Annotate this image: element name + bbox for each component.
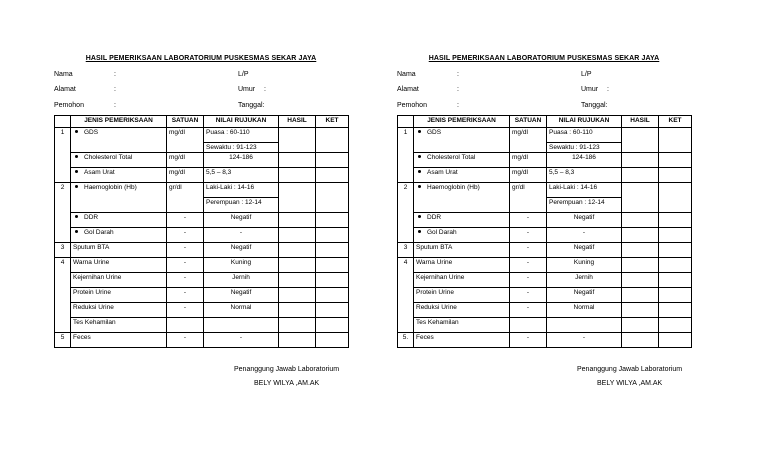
reference: Sewaktu : 91-123	[547, 143, 622, 153]
tanggal-label: Tanggal:	[238, 102, 265, 109]
ket-cell[interactable]	[659, 183, 692, 213]
ket-cell[interactable]	[659, 128, 692, 153]
exam-name: Tes Kehamilan	[71, 318, 167, 333]
umur-label: Umur	[581, 86, 599, 93]
table-row	[398, 128, 692, 143]
table-row	[398, 303, 692, 318]
exam-name: Reduksi Urine	[71, 303, 167, 318]
reference: Jernih	[547, 273, 622, 288]
reference: 124-186	[204, 153, 279, 168]
row-number	[398, 318, 414, 333]
unit: mg/dl	[167, 168, 204, 183]
ket-header: KET	[316, 116, 349, 128]
row-number: 2	[398, 183, 414, 213]
exam-name: Haemoglobin (Hb)	[71, 183, 167, 213]
colon: :	[607, 86, 609, 93]
nama-label: Nama	[397, 71, 416, 78]
hasil-cell[interactable]	[279, 168, 316, 183]
no-header	[55, 116, 71, 128]
table-row	[398, 228, 692, 243]
unit: gr/dl	[510, 183, 547, 213]
exam-name: Feces	[71, 333, 167, 348]
unit: mg/dl	[167, 128, 204, 153]
table-row	[55, 333, 349, 348]
ket-cell[interactable]	[316, 303, 349, 318]
unit: -	[510, 228, 547, 243]
lab-form-left	[54, 0, 354, 466]
reference: 5,5 – 8,3	[204, 168, 279, 183]
exam-name: GDS	[414, 128, 510, 153]
reference: Kuning	[204, 258, 279, 273]
exam-name: Cholesterol Total	[71, 153, 167, 168]
hasil-cell[interactable]	[279, 318, 316, 333]
unit: -	[167, 333, 204, 348]
row-number	[55, 303, 71, 318]
reference: Laki-Laki : 14-16	[204, 183, 279, 198]
exam-name: GDS	[71, 128, 167, 153]
ket-cell[interactable]	[316, 333, 349, 348]
exam-name: Gol Darah	[71, 228, 167, 243]
ket-header: KET	[659, 116, 692, 128]
reference	[204, 318, 279, 333]
colon: :	[114, 71, 116, 78]
exam-name: DDR	[414, 213, 510, 228]
satuan-header: SATUAN	[510, 116, 547, 128]
row-number	[398, 288, 414, 303]
reference: Normal	[547, 303, 622, 318]
ket-cell[interactable]	[659, 168, 692, 183]
table-row	[398, 318, 692, 333]
exam-name: Reduksi Urine	[414, 303, 510, 318]
ket-cell[interactable]	[316, 243, 349, 258]
ket-cell[interactable]	[316, 128, 349, 153]
exam-name: DDR	[71, 213, 167, 228]
hasil-cell[interactable]	[279, 183, 316, 213]
responsible-name: BELY WILYA ,AM.AK	[254, 380, 320, 387]
colon: :	[264, 86, 266, 93]
hasil-cell[interactable]	[279, 333, 316, 348]
ket-cell[interactable]	[316, 228, 349, 243]
row-number: 2	[55, 183, 71, 213]
exam-name: Gol Darah	[414, 228, 510, 243]
row-number: 1	[55, 128, 71, 168]
satuan-header: SATUAN	[167, 116, 204, 128]
table-row	[398, 168, 692, 183]
unit: -	[510, 333, 547, 348]
exam-name: Asam Urat	[71, 168, 167, 183]
hasil-cell[interactable]	[622, 168, 659, 183]
colon: :	[114, 102, 116, 109]
jenis-header: JENIS PEMERIKSAAN	[414, 116, 510, 128]
hasil-cell[interactable]	[622, 243, 659, 258]
unit: -	[167, 273, 204, 288]
pemohon-label: Pemohon	[397, 102, 427, 109]
bullet-icon	[418, 185, 421, 188]
bullet-icon	[75, 185, 78, 188]
unit: -	[167, 228, 204, 243]
table-row	[55, 243, 349, 258]
hasil-cell[interactable]	[622, 153, 659, 168]
row-number: 3	[55, 243, 71, 258]
reference: Laki-Laki : 14-16	[547, 183, 622, 198]
row-number: 4	[398, 258, 414, 273]
alamat-label: Alamat	[397, 86, 419, 93]
exam-name: Tes Kehamilan	[414, 318, 510, 333]
lp-label: L/P	[581, 71, 592, 78]
unit: mg/dl	[167, 153, 204, 168]
reference: Negatif	[547, 288, 622, 303]
hasil-cell[interactable]	[279, 303, 316, 318]
ket-cell[interactable]	[316, 183, 349, 213]
reference: Sewaktu : 91-123	[204, 143, 279, 153]
reference: Perempuan : 12-14	[204, 198, 279, 213]
unit: -	[510, 288, 547, 303]
reference: -	[204, 228, 279, 243]
row-number	[55, 318, 71, 333]
ket-cell[interactable]	[659, 213, 692, 228]
table-row	[55, 168, 349, 183]
ket-cell[interactable]	[316, 213, 349, 228]
unit: -	[510, 273, 547, 288]
ket-cell[interactable]	[659, 333, 692, 348]
bullet-icon	[418, 230, 421, 233]
responsible-name: BELY WILYA ,AM.AK	[597, 380, 663, 387]
nilai-header: NILAI RUJUKAN	[204, 116, 279, 128]
ket-cell[interactable]	[316, 168, 349, 183]
hasil-cell[interactable]	[622, 288, 659, 303]
hasil-cell[interactable]	[622, 333, 659, 348]
bullet-icon	[75, 170, 78, 173]
exam-name: Warna Urine	[71, 258, 167, 273]
exam-name: Warna Urine	[414, 258, 510, 273]
unit: -	[167, 258, 204, 273]
row-number	[398, 168, 414, 183]
exam-name: Sputum BTA	[414, 243, 510, 258]
hasil-cell[interactable]	[622, 318, 659, 333]
reference: -	[204, 333, 279, 348]
nama-label: Nama	[54, 71, 73, 78]
table-row	[55, 258, 349, 273]
hasil-cell[interactable]	[622, 213, 659, 228]
hasil-cell[interactable]	[279, 228, 316, 243]
exam-name: Haemoglobin (Hb)	[414, 183, 510, 213]
row-number: 5	[55, 333, 71, 348]
unit: -	[510, 213, 547, 228]
table-row	[398, 333, 692, 348]
reference: Jernih	[204, 273, 279, 288]
row-number: 4	[55, 258, 71, 273]
unit	[510, 318, 547, 333]
table-header	[55, 116, 349, 128]
table-header	[398, 116, 692, 128]
unit: mg/dl	[510, 168, 547, 183]
no-header	[398, 116, 414, 128]
table-row	[55, 153, 349, 168]
exam-name: Cholesterol Total	[414, 153, 510, 168]
row-number	[398, 213, 414, 228]
reference: -	[547, 228, 622, 243]
table-row	[398, 288, 692, 303]
hasil-cell[interactable]	[279, 128, 316, 153]
ket-cell[interactable]	[316, 288, 349, 303]
unit: -	[167, 243, 204, 258]
colon: :	[457, 71, 459, 78]
ket-cell[interactable]	[659, 228, 692, 243]
reference: -	[547, 333, 622, 348]
ket-cell[interactable]	[316, 258, 349, 273]
row-number	[55, 228, 71, 243]
responsible-label: Penanggung Jawab Laboratorium	[577, 366, 683, 373]
row-number	[55, 288, 71, 303]
lab-form-right	[397, 0, 697, 466]
exam-name: Protein Urine	[414, 288, 510, 303]
table-row	[398, 183, 692, 198]
pemohon-label: Pemohon	[54, 102, 84, 109]
unit	[167, 318, 204, 333]
table-row	[55, 213, 349, 228]
hasil-cell[interactable]	[279, 273, 316, 288]
row-number	[55, 168, 71, 183]
bullet-icon	[418, 155, 421, 158]
reference: Negatif	[547, 213, 622, 228]
exam-name: Protein Urine	[71, 288, 167, 303]
form-title: HASIL PEMERIKSAAN LABORATORIUM PUSKESMAS SEKAR JAYA	[428, 55, 660, 62]
table-row	[55, 273, 349, 288]
hasil-cell[interactable]	[622, 303, 659, 318]
reference: Negatif	[547, 243, 622, 258]
table-row	[398, 243, 692, 258]
responsible-label: Penanggung Jawab Laboratorium	[234, 366, 340, 373]
bullet-icon	[418, 130, 421, 133]
ket-cell[interactable]	[659, 318, 692, 333]
unit: -	[167, 303, 204, 318]
exam-name: Kejernihan Urine	[71, 273, 167, 288]
reference: Negatif	[204, 243, 279, 258]
unit: mg/dl	[510, 153, 547, 168]
reference: 124-186	[547, 153, 622, 168]
hasil-cell[interactable]	[622, 273, 659, 288]
hasil-cell[interactable]	[279, 243, 316, 258]
lp-label: L/P	[238, 71, 249, 78]
ket-cell[interactable]	[659, 288, 692, 303]
bullet-icon	[75, 230, 78, 233]
ket-cell[interactable]	[316, 153, 349, 168]
unit: -	[167, 288, 204, 303]
bullet-icon	[418, 215, 421, 218]
table-row	[55, 128, 349, 143]
hasil-cell[interactable]	[279, 213, 316, 228]
hasil-cell[interactable]	[622, 183, 659, 213]
colon: :	[457, 102, 459, 109]
ket-cell[interactable]	[659, 153, 692, 168]
exam-name: Asam Urat	[414, 168, 510, 183]
form-title: HASIL PEMERIKSAAN LABORATORIUM PUSKESMAS SEKAR JAYA	[85, 55, 317, 62]
hasil-cell[interactable]	[622, 228, 659, 243]
table-row	[55, 303, 349, 318]
bullet-icon	[75, 215, 78, 218]
ket-cell[interactable]	[659, 258, 692, 273]
table-row	[398, 153, 692, 168]
hasil-cell[interactable]	[279, 288, 316, 303]
hasil-cell[interactable]	[279, 153, 316, 168]
hasil-header: HASIL	[622, 116, 659, 128]
row-number: 3	[398, 243, 414, 258]
hasil-cell[interactable]	[622, 128, 659, 153]
ket-cell[interactable]	[316, 318, 349, 333]
unit: gr/dl	[167, 183, 204, 213]
reference	[547, 318, 622, 333]
table-row	[55, 318, 349, 333]
table-row	[55, 228, 349, 243]
lab-table	[397, 115, 692, 348]
row-number: 1	[398, 128, 414, 168]
unit: -	[167, 213, 204, 228]
ket-cell[interactable]	[659, 273, 692, 288]
unit: -	[510, 303, 547, 318]
row-number	[55, 273, 71, 288]
exam-name: Kejernihan Urine	[414, 273, 510, 288]
hasil-header: HASIL	[279, 116, 316, 128]
unit: -	[510, 243, 547, 258]
hasil-cell[interactable]	[279, 258, 316, 273]
bullet-icon	[75, 130, 78, 133]
table-row	[55, 288, 349, 303]
reference: Negatif	[204, 213, 279, 228]
row-number	[398, 228, 414, 243]
reference: 5,5 – 8,3	[547, 168, 622, 183]
table-row	[398, 273, 692, 288]
colon: :	[114, 86, 116, 93]
alamat-label: Alamat	[54, 86, 76, 93]
bullet-icon	[418, 170, 421, 173]
lab-table	[54, 115, 349, 348]
hasil-cell[interactable]	[622, 258, 659, 273]
bullet-icon	[75, 155, 78, 158]
nilai-header: NILAI RUJUKAN	[547, 116, 622, 128]
table-row	[398, 258, 692, 273]
jenis-header: JENIS PEMERIKSAAN	[71, 116, 167, 128]
tanggal-label: Tanggal:	[581, 102, 608, 109]
row-number	[398, 273, 414, 288]
table-row	[398, 213, 692, 228]
reference: Kuning	[547, 258, 622, 273]
colon: :	[457, 86, 459, 93]
table-row	[55, 183, 349, 198]
reference: Perempuan : 12-14	[547, 198, 622, 213]
exam-name: Sputum BTA	[71, 243, 167, 258]
unit: -	[510, 258, 547, 273]
reference: Normal	[204, 303, 279, 318]
umur-label: Umur	[238, 86, 256, 93]
ket-cell[interactable]	[659, 243, 692, 258]
reference: Puasa : 60-110	[204, 128, 279, 143]
reference: Puasa : 60-110	[547, 128, 622, 143]
row-number: 5.	[398, 333, 414, 348]
row-number	[55, 213, 71, 228]
unit: mg/dl	[510, 128, 547, 153]
ket-cell[interactable]	[659, 303, 692, 318]
reference: Negatif	[204, 288, 279, 303]
row-number	[398, 303, 414, 318]
exam-name: Feces	[414, 333, 510, 348]
ket-cell[interactable]	[316, 273, 349, 288]
